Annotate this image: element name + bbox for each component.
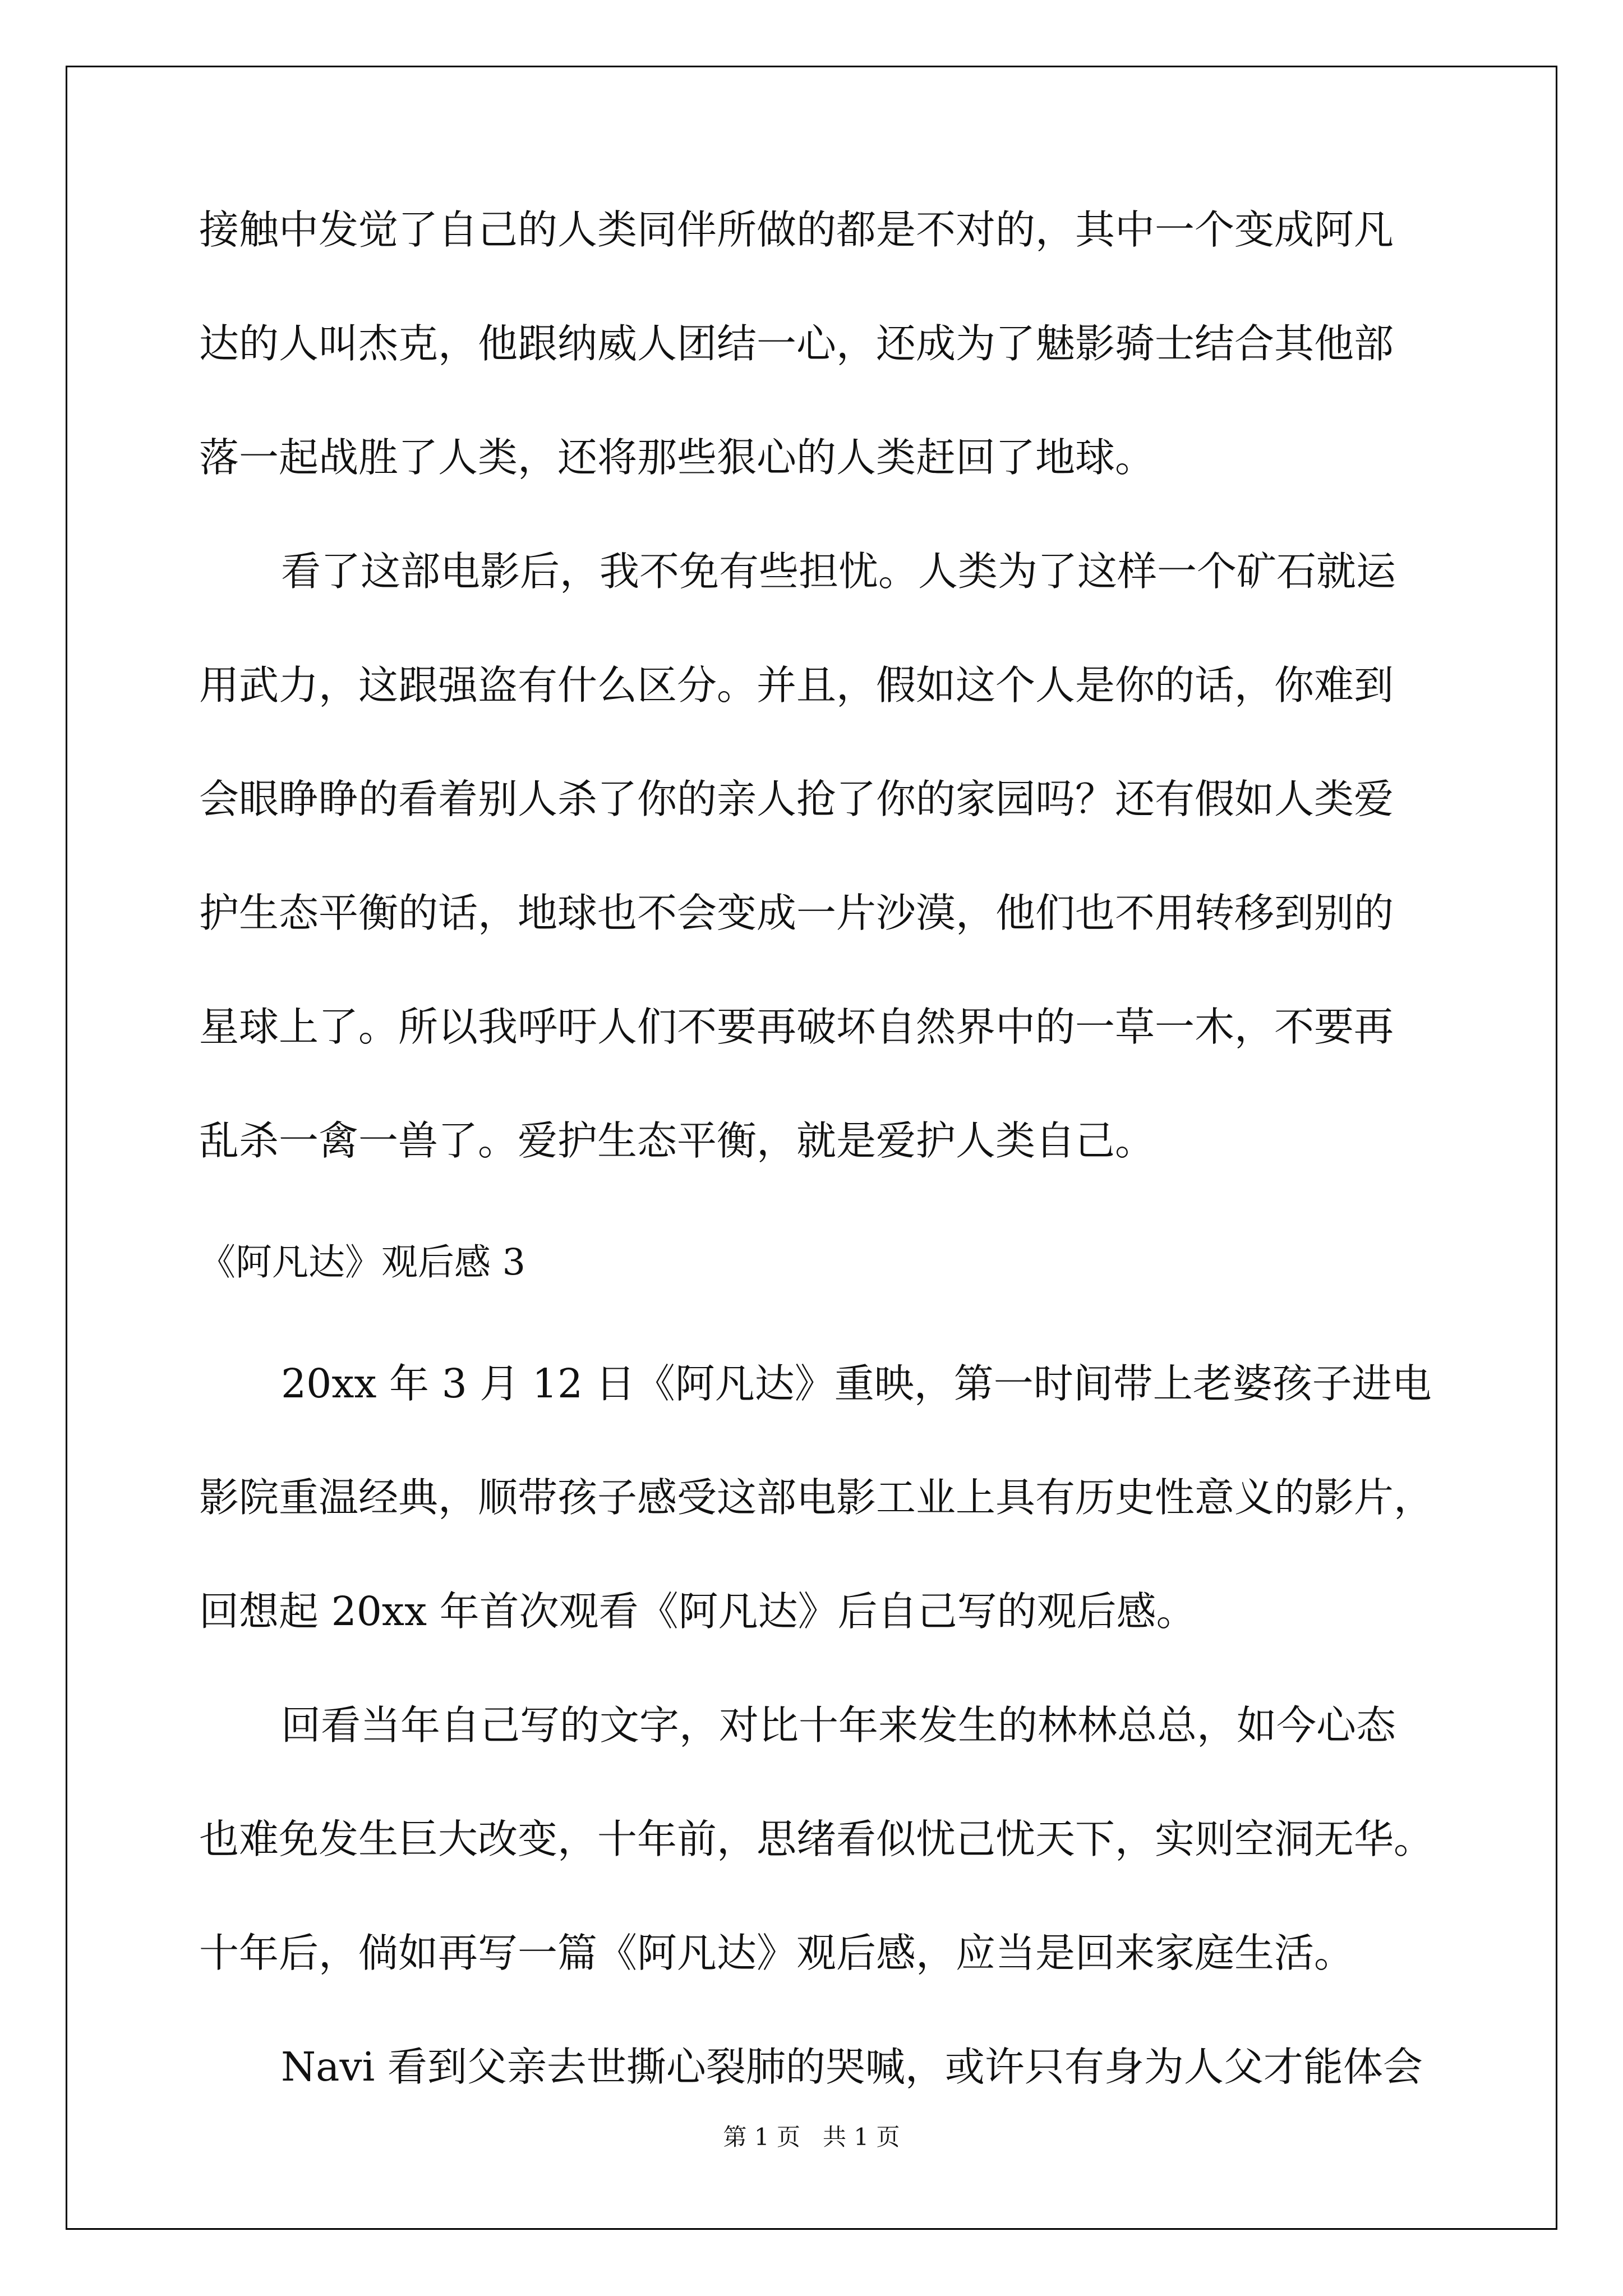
text-line: 落一起战胜了人类，还将那些狠心的人类赶回了地球。 bbox=[199, 434, 1155, 481]
text-line: 接触中发觉了自己的人类同伴所做的都是不对的，其中一个变成阿凡 bbox=[199, 206, 1394, 253]
text-line: 20xx 年 3 月 12 日《阿凡达》重映，第一时间带上老婆孩子进电 bbox=[281, 1360, 1432, 1407]
page-footer: 第 1 页 共 1 页 bbox=[723, 2123, 900, 2151]
paragraph-3 bbox=[199, 1355, 1455, 1641]
paragraph-1 bbox=[199, 201, 1455, 487]
text-line: 会眼睁睁的看着别人杀了你的亲人抢了你的家园吗？还有假如人类爱 bbox=[199, 776, 1394, 822]
text-line: 十年后，倘如再写一篇《阿凡达》观后感，应当是回来家庭生活。 bbox=[199, 1930, 1354, 1976]
text-line: 也难免发生巨大改变，十年前，思绪看似忧己忧天下，实则空洞无华。 bbox=[199, 1816, 1434, 1862]
section-heading: 《阿凡达》观后感 3 bbox=[199, 1241, 526, 1283]
text-line: 用武力，这跟强盗有什么区分。并且，假如这个人是你的话，你难到 bbox=[199, 662, 1394, 708]
text-line: 达的人叫杰克，他跟纳威人团结一心，还成为了魅影骑士结合其他部 bbox=[199, 320, 1394, 367]
paragraph-4 bbox=[199, 1696, 1455, 1982]
text-line: 回想起 20xx 年首次观看《阿凡达》后自己写的观后感。 bbox=[199, 1588, 1196, 1635]
paragraph-2 bbox=[199, 542, 1455, 1170]
text-line: 回看当年自己写的文字，对比十年来发生的林林总总，如今心态 bbox=[281, 1702, 1396, 1749]
text-line: 看了这部电影后，我不免有些担忧。人类为了这样一个矿石就运 bbox=[281, 548, 1396, 595]
text-line: 影院重温经典，顺带孩子感受这部电影工业上具有历史性意义的影片， bbox=[199, 1474, 1434, 1521]
paragraph-5 bbox=[199, 2038, 1455, 2096]
text-line: 护生态平衡的话，地球也不会变成一片沙漠，他们也不用转移到别的 bbox=[199, 890, 1394, 936]
document-body bbox=[199, 201, 1455, 2096]
text-line: 星球上了。所以我呼吁人们不要再破坏自然界中的一草一木，不要再 bbox=[199, 1004, 1394, 1050]
text-line: 乱杀一禽一兽了。爱护生态平衡，就是爱护人类自己。 bbox=[199, 1117, 1155, 1164]
text-line: Navi 看到父亲去世撕心裂肺的哭喊，或许只有身为人父才能体会 bbox=[281, 2044, 1423, 2090]
